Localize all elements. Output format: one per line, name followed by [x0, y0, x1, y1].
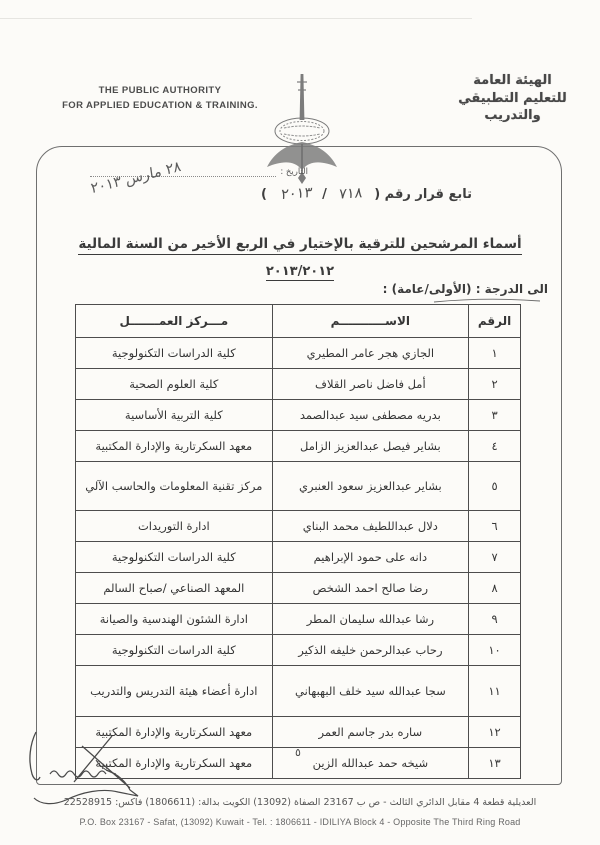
table-row: [76, 462, 521, 511]
row-number: ١١: [469, 666, 521, 717]
row-name: رضا صالح احمد الشخص: [272, 573, 469, 604]
fiscal-year: ٢٠١٣/٢٠١٢: [265, 264, 335, 279]
org-name-ar-line2: للتعليم التطبيقي والتدريب: [458, 90, 567, 124]
row-number: ٩: [469, 604, 521, 635]
row-name: دلال عبداللطيف محمد البناي: [272, 511, 469, 542]
org-name-ar-line1: الهيئة العامة: [473, 73, 552, 88]
row-name: رشا عبدالله سليمان المطر: [272, 604, 469, 635]
row-workplace: معهد السكرتارية والإدارة المكتبية: [76, 717, 273, 748]
row-number: ٣: [469, 400, 521, 431]
footer-address-arabic: العديلية قطعة 4 مقابل الدائري الثالث - ص ب 23167 الصفاة (13092) الكويت بدالة: (1806611) فاكس: 22528915: [63, 797, 537, 808]
page-number: ٥: [295, 746, 301, 759]
row-number: ١٢: [469, 717, 521, 748]
row-workplace: ادارة التوريدات: [76, 511, 273, 542]
table-row: [76, 511, 521, 542]
row-workplace: معهد السكرتارية والإدارة المكتبية: [76, 431, 273, 462]
row-name: ساره بدر جاسم العمر: [272, 717, 469, 748]
row-number: ١٣: [469, 748, 521, 779]
row-workplace: المعهد الصناعي /صباح السالم: [76, 573, 273, 604]
row-name: شيخه حمد عبدالله الزين: [272, 748, 469, 779]
header-name: الاســـــــــــم: [272, 305, 469, 338]
handwritten-decree-number: ٧١٨: [338, 185, 363, 203]
header-number: الرقم: [469, 305, 521, 338]
handwritten-decree-year: ٢٠١٣: [280, 184, 313, 204]
row-name: بشاير فيصل عبدالعزيز الزامل: [272, 431, 469, 462]
row-number: ٧: [469, 542, 521, 573]
handwritten-date: ٢٨ مارس ٢٠١٣: [89, 158, 183, 198]
row-name: الجازي هجر عامر المطيري: [272, 338, 469, 369]
row-number: ٢: [469, 369, 521, 400]
handwritten-signature: [22, 730, 182, 812]
row-name: رحاب عبدالرحمن خليفه الذكير: [272, 635, 469, 666]
candidates-table: [75, 304, 521, 779]
date-label: التاريخ :: [280, 167, 308, 177]
table-row: [76, 666, 521, 717]
row-number: ٥: [469, 462, 521, 511]
org-name-en-line1: THE PUBLIC AUTHORITY: [98, 85, 222, 96]
org-name-english: [50, 84, 270, 113]
table-row: [76, 635, 521, 666]
row-workplace: ادارة الشئون الهندسية والصيانة: [76, 604, 273, 635]
decree-prefix: تابع قرار رقم (: [374, 187, 472, 202]
document-title: أسماء المرشحين للترقية بالإختيار في الربع الأخير من السنة المالية: [60, 236, 540, 252]
row-number: ٨: [469, 573, 521, 604]
row-name: دانه على حمود الإبراهيم: [272, 542, 469, 573]
row-name: أمل فاضل ناصر القلاف: [272, 369, 469, 400]
org-name-arabic: [435, 72, 590, 125]
row-workplace: كلية الدراسات التكنولوجية: [76, 542, 273, 573]
degree-line: الى الدرجة : (الأولى/عامة) :: [382, 282, 548, 296]
row-workplace: كلية الدراسات التكنولوجية: [76, 635, 273, 666]
row-number: ١٠: [469, 635, 521, 666]
footer-address-english: P.O. Box 23167 - Safat, (13092) Kuwait - Tel. : 1806611 - IDILIYA Block 4 - Opposite The Third Ring Road: [79, 817, 521, 827]
row-workplace: ادارة أعضاء هيئة التدريس والتدريب: [76, 666, 273, 717]
scan-artifact-line: [0, 18, 472, 19]
row-name: بدريه مصطفى سيد عبدالصمد: [272, 400, 469, 431]
row-name: سجا عبدالله سيد خلف البهبهاني: [272, 666, 469, 717]
row-number: ٦: [469, 511, 521, 542]
row-workplace: معهد السكرتارية والإدارة المكتبية: [76, 748, 273, 779]
decree-number-line: [261, 186, 472, 202]
table-row: [76, 604, 521, 635]
row-name: بشاير عبدالعزيز سعود العنبري: [272, 462, 469, 511]
row-workplace: مركز تقنية المعلومات والحاسب الآلي: [76, 462, 273, 511]
row-workplace: كلية الدراسات التكنولوجية: [76, 338, 273, 369]
table-row: [76, 400, 521, 431]
table-row: [76, 542, 521, 573]
row-number: ١: [469, 338, 521, 369]
table-header-row: [76, 305, 521, 338]
header-workplace: مـــركز العمـــــــل: [76, 305, 273, 338]
decree-suffix: ): [260, 187, 267, 202]
row-workplace: كلية العلوم الصحية: [76, 369, 273, 400]
org-name-en-line2: FOR APPLIED EDUCATION & TRAINING.: [62, 99, 258, 111]
table-row: [76, 338, 521, 369]
table-row: [76, 431, 521, 462]
row-workplace: كلية التربية الأساسية: [76, 400, 273, 431]
table-row: [76, 573, 521, 604]
table-row: [76, 369, 521, 400]
row-number: ٤: [469, 431, 521, 462]
decree-separator: /: [322, 187, 327, 202]
